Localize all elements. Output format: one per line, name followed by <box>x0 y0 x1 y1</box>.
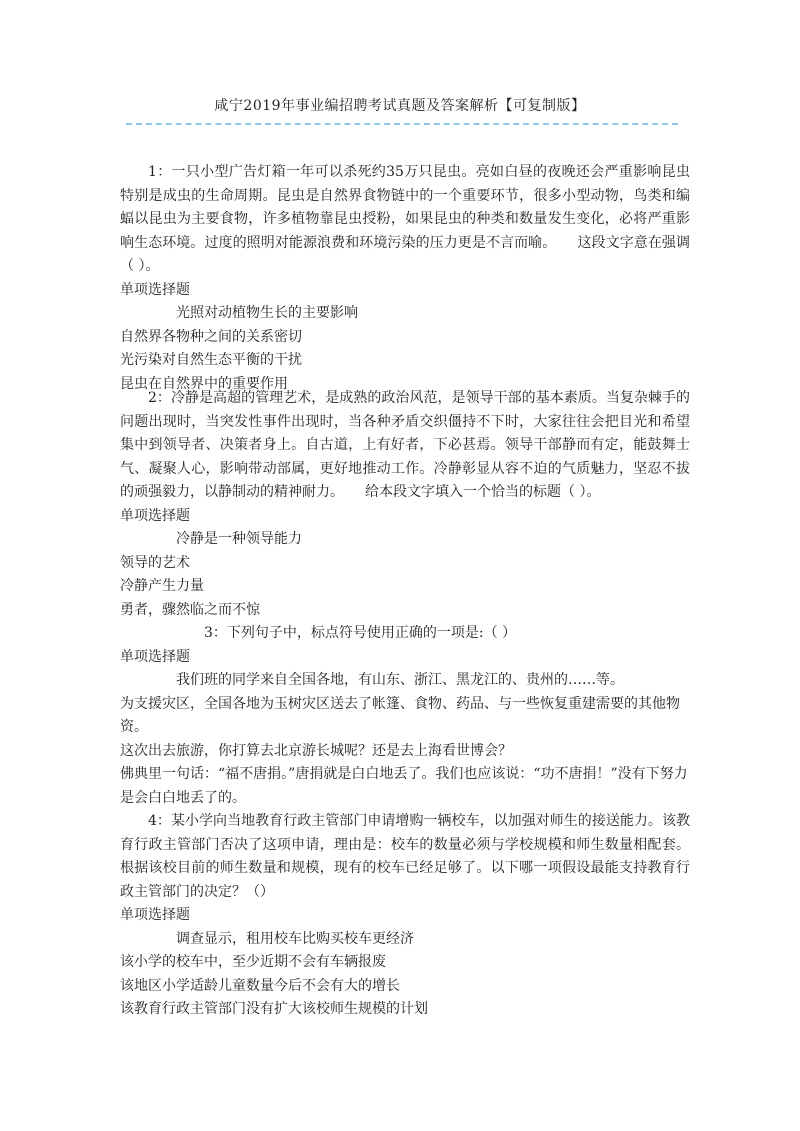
question-4 <box>120 810 690 1022</box>
option-d[interactable]: 该教育行政主管部门没有扩大该校师生规模的计划 <box>120 1001 428 1017</box>
question-2 <box>120 387 690 622</box>
question-3 <box>120 622 690 810</box>
option-a[interactable]: 光照对动植物生长的主要影响 <box>176 305 358 321</box>
option-b[interactable]: 自然界各物种之间的关系密切 <box>120 328 302 345</box>
page-title: 咸宁2019年事业编招聘考试真题及答案解析【可复制版】 <box>214 98 586 114</box>
question-text: 某小学向当地教育行政主管部门申请增购一辆校车，以加强对师生的接送能力。该教育行政主管部门否决了这项申请，理由是：校车的数量必须与学校规模和师生数量相配套。根据该校目前的师生数量和规模，现有的校车已经足够了。以下哪一项假设最能支持教育行政主管部门的决定？（） <box>120 813 690 900</box>
option-c[interactable]: 光污染对自然生态平衡的干扰 <box>120 352 302 368</box>
question-type: 单项选择题 <box>120 648 190 665</box>
option-c[interactable]: 该地区小学适龄儿童数量今后不会有大的增长 <box>120 977 400 994</box>
question-text: 冷静是高超的管理艺术，是成熟的政治风范，是领导干部的基本素质。当复杂棘手的问题出现时，当突发性事件出现时，当各种矛盾交织僵持不下时，大家往往会把目光和希望集中到领导者、决策者身上。自古道，上有好者，下必甚焉。领导干部静而有定，能鼓舞士气、凝聚人心，影响带动部属，更好地推动工作。冷静彰显从容不迫的气质魅力，坚忍不拔的顽强毅力，以静制动的精神耐力。 给本段文字填入一个恰当的标题（ ）。 <box>120 390 690 500</box>
option-b[interactable]: 该小学的校车中，至少近期不会有车辆报废 <box>120 954 386 970</box>
question-number: 3： <box>204 625 227 641</box>
question-stem <box>120 810 690 904</box>
question-number: 2： <box>148 390 171 406</box>
question-number: 4： <box>148 813 171 829</box>
option-a[interactable]: 我们班的同学来自全国各地，有山东、浙江、黑龙江的、贵州的……等。 <box>176 672 624 688</box>
title-divider <box>126 123 678 125</box>
question-1 <box>120 161 690 396</box>
option-c[interactable]: 这次出去旅游，你打算去北京游长城呢？还是去上海看世博会？ <box>120 742 512 759</box>
question-text: 一只小型广告灯箱一年可以杀死约35万只昆虫。亮如白昼的夜晚还会严重影响昆虫特别是成虫的生命周期。昆虫是自然界食物链中的一个重要环节，很多小型动物，鸟类和编蝠以昆虫为主要食物，许多植物靠昆虫授粉，如果昆虫的种类和数量发生变化，必将严重影响生态环境。过度的照明对能源浪费和环境污染的压力更是不言而喻。 这段文字意在强调（ ）。 <box>120 164 691 274</box>
option-d[interactable]: 勇者，骤然临之而不惊 <box>120 601 260 618</box>
option-d[interactable]: 昆虫在自然界中的重要作用 <box>120 375 288 392</box>
question-type: 单项选择题 <box>120 507 190 524</box>
question-number: 1： <box>148 164 172 180</box>
option-d[interactable]: 佛典里一句话：“福不唐捐。”唐捐就是白白地丢了。我们也应该说：“功不唐捐！”没有下努力是会白白地丢了的。 <box>120 766 688 806</box>
question-stem <box>120 387 690 505</box>
option-a[interactable]: 冷静是一种领导能力 <box>176 531 302 547</box>
option-b[interactable]: 为支援灾区，全国各地为玉树灾区送去了帐篷、食物、药品、与一些恢复重建需要的其他物资。 <box>120 695 680 735</box>
option-b[interactable]: 领导的艺术 <box>120 554 190 571</box>
question-type: 单项选择题 <box>120 907 190 923</box>
option-c[interactable]: 冷静产生力量 <box>120 578 204 594</box>
question-type: 单项选择题 <box>120 281 190 298</box>
question-stem <box>120 161 690 279</box>
question-stem <box>120 622 690 646</box>
question-text: 下列句子中，标点符号使用正确的一项是:（ ） <box>226 625 517 641</box>
option-a[interactable]: 调查显示，租用校车比购买校车更经济 <box>176 930 414 947</box>
